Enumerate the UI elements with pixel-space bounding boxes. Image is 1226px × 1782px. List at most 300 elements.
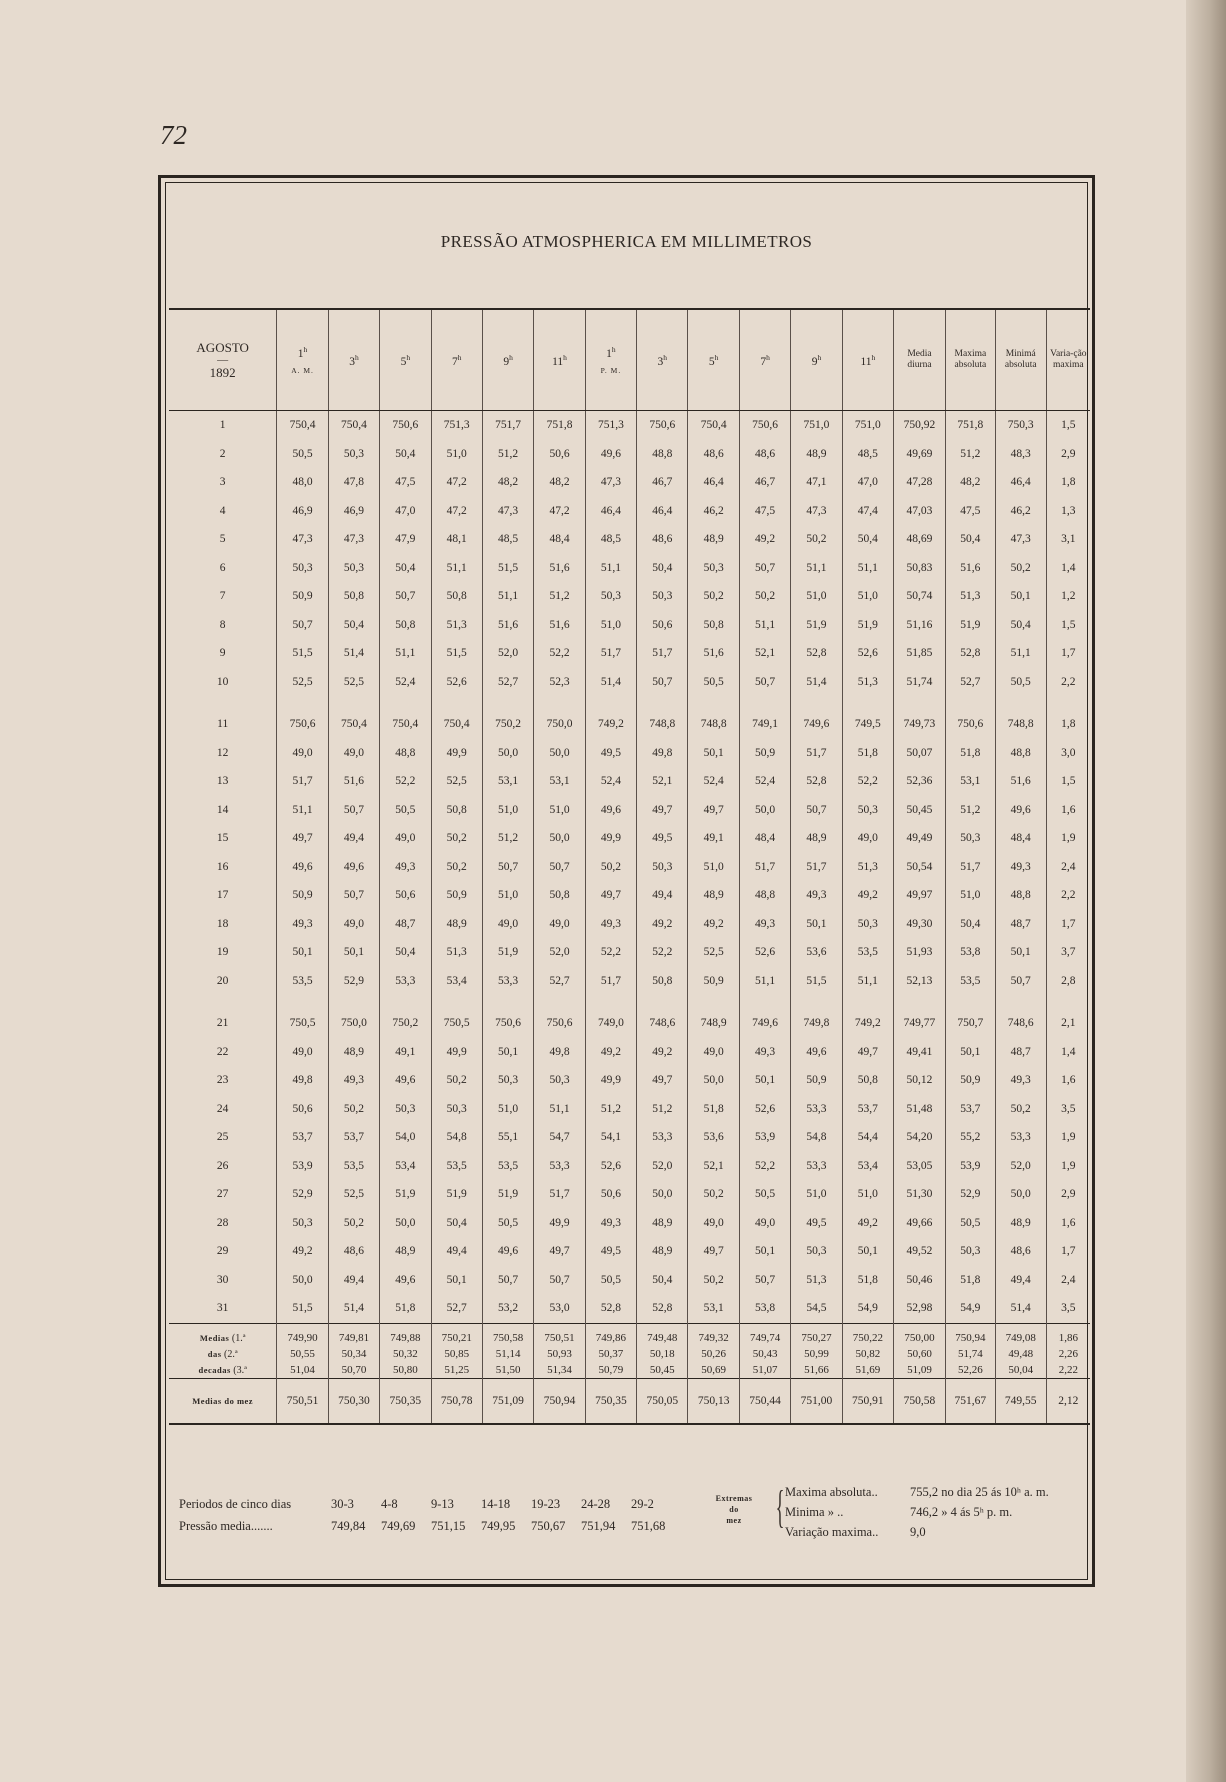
value-cell: 51,66 <box>791 1362 842 1379</box>
value-cell: 51,0 <box>842 1180 893 1209</box>
hour-number: 3 <box>657 355 664 368</box>
value-cell: 50,70 <box>328 1362 379 1379</box>
table-row <box>169 824 1090 853</box>
value-cell: 47,3 <box>585 468 636 497</box>
value-cell: 748,8 <box>688 710 739 739</box>
value-cell: 50,4 <box>380 440 431 469</box>
page-number: 72 <box>160 120 187 150</box>
value-cell: 53,7 <box>328 1123 379 1152</box>
value-cell: 49,0 <box>688 1209 739 1238</box>
value-cell: 751,8 <box>534 411 585 440</box>
value-cell: 48,4 <box>995 824 1046 853</box>
value-cell: 749,8 <box>791 1009 842 1038</box>
value-cell: 50,3 <box>482 1066 533 1095</box>
value-cell: 749,2 <box>585 710 636 739</box>
value-cell: 1,86 <box>1046 1323 1090 1346</box>
value-cell: 50,4 <box>945 525 995 554</box>
day-cell: 23 <box>169 1066 277 1095</box>
value-cell: 50,7 <box>637 668 688 711</box>
value-cell: 52,2 <box>842 767 893 796</box>
value-cell: 51,2 <box>585 1095 636 1124</box>
value-cell: 51,8 <box>945 739 995 768</box>
hour-suffix: h <box>817 352 822 362</box>
value-cell: 51,8 <box>945 1266 995 1295</box>
value-cell: 49,9 <box>431 1038 482 1067</box>
value-cell: 50,9 <box>791 1066 842 1095</box>
value-cell: 50,1 <box>482 1038 533 1067</box>
value-cell: 50,0 <box>482 739 533 768</box>
value-cell: 53,5 <box>842 938 893 967</box>
extreme-min-value: 746,2 » 4 ás 5ʰ p. m. <box>910 1505 1013 1519</box>
value-cell: 52,1 <box>637 767 688 796</box>
value-cell: 49,0 <box>482 910 533 939</box>
value-cell: 51,6 <box>534 611 585 640</box>
month-name: AGOSTO <box>196 339 249 355</box>
value-cell: 50,3 <box>791 1237 842 1266</box>
value-cell: 49,6 <box>380 1266 431 1295</box>
hour-suffix: h <box>406 352 411 362</box>
value-cell: 51,2 <box>945 440 995 469</box>
value-cell: 49,6 <box>995 796 1046 825</box>
value-cell: 2,8 <box>1061 974 1076 987</box>
value-cell: 46,4 <box>637 497 688 526</box>
value-cell: 50,4 <box>842 525 893 554</box>
value-cell: 51,48 <box>894 1095 946 1124</box>
extreme-max-row <box>785 1485 1049 1500</box>
value-cell: 1,9 <box>1061 832 1076 845</box>
value-cell: 54,5 <box>791 1294 842 1323</box>
value-cell: 49,4 <box>431 1237 482 1266</box>
table-row <box>169 967 1090 1010</box>
value-cell: 3,7 <box>1061 946 1076 959</box>
value-cell: 54,1 <box>585 1123 636 1152</box>
value-cell: 50,54 <box>894 853 946 882</box>
value-cell: 47,8 <box>328 468 379 497</box>
period-value: 9-13 <box>431 1497 454 1511</box>
extremes-label-2: do <box>729 1505 739 1514</box>
value-cell: 50,8 <box>431 582 482 611</box>
value-cell: 49,2 <box>842 1209 893 1238</box>
value-cell: 49,3 <box>995 853 1046 882</box>
table-row <box>169 468 1090 497</box>
value-cell: 750,35 <box>585 1378 636 1424</box>
value-cell: 47,0 <box>380 497 431 526</box>
value-cell: 52,5 <box>431 767 482 796</box>
value-cell: 49,7 <box>688 1237 739 1266</box>
value-cell: 47,9 <box>380 525 431 554</box>
value-cell: 50,1 <box>842 1237 893 1266</box>
value-cell: 48,7 <box>995 910 1046 939</box>
day-cell: 3 <box>169 468 277 497</box>
day-cell: 2 <box>169 440 277 469</box>
value-cell: 750,94 <box>534 1378 585 1424</box>
value-cell: 2,9 <box>1061 1188 1076 1201</box>
hour-suffix: h <box>457 352 462 362</box>
value-cell: 1,7 <box>1061 1245 1076 1258</box>
value-cell: 49,6 <box>585 440 636 469</box>
value-cell: 53,9 <box>277 1152 328 1181</box>
value-cell: 750,2 <box>482 710 533 739</box>
value-cell: 50,85 <box>431 1346 482 1362</box>
value-cell: 48,9 <box>637 1237 688 1266</box>
value-cell: 51,7 <box>791 853 842 882</box>
value-cell: 50,1 <box>739 1066 790 1095</box>
value-cell: 49,2 <box>277 1237 328 1266</box>
value-cell: 51,7 <box>277 767 328 796</box>
value-cell: 53,3 <box>995 1123 1046 1152</box>
value-cell: 52,4 <box>739 767 790 796</box>
value-cell: 50,7 <box>739 668 790 711</box>
value-cell: 750,30 <box>328 1378 379 1424</box>
value-cell: 50,34 <box>328 1346 379 1362</box>
value-cell: 51,1 <box>431 554 482 583</box>
extreme-max-value: 755,2 no dia 25 ás 10ʰ a. m. <box>910 1485 1049 1499</box>
value-cell: 48,2 <box>482 468 533 497</box>
value-cell: 48,2 <box>945 468 995 497</box>
table-row <box>169 440 1090 469</box>
value-cell: 50,7 <box>534 1266 585 1295</box>
header-row <box>169 309 1090 411</box>
hour-header <box>380 309 431 411</box>
value-cell: 750,44 <box>739 1378 790 1424</box>
value-cell: 50,2 <box>791 525 842 554</box>
value-cell: 48,8 <box>739 881 790 910</box>
hour-header <box>791 309 842 411</box>
value-cell: 50,5 <box>482 1209 533 1238</box>
value-cell: 50,9 <box>277 582 328 611</box>
value-cell: 49,4 <box>995 1266 1046 1295</box>
year: 1892 <box>209 364 236 380</box>
value-cell: 751,0 <box>842 411 893 440</box>
periods-label: Periodos de cinco dias <box>179 1497 292 1511</box>
value-cell: 50,0 <box>995 1180 1046 1209</box>
pressure-row <box>179 1519 681 1534</box>
value-cell: 2,22 <box>1058 1363 1078 1376</box>
value-cell: 48,9 <box>688 881 739 910</box>
am-pm-mark: P. M. <box>600 365 622 375</box>
decade-ordinal: (2.ª <box>221 1348 238 1360</box>
value-cell: 50,6 <box>534 440 585 469</box>
value-cell: 50,7 <box>739 554 790 583</box>
value-cell: 52,5 <box>328 668 379 711</box>
value-cell: 749,73 <box>894 710 946 739</box>
value-cell: 53,3 <box>791 1095 842 1124</box>
value-cell: 50,5 <box>945 1209 995 1238</box>
value-cell: 51,9 <box>945 611 995 640</box>
value-cell: 51,7 <box>637 639 688 668</box>
value-cell: 750,78 <box>431 1378 482 1424</box>
day-cell: 15 <box>169 824 277 853</box>
value-cell: 53,5 <box>431 1152 482 1181</box>
period-value: 14-18 <box>481 1497 511 1511</box>
hour-number: 7 <box>760 355 767 368</box>
value-cell: 750,5 <box>431 1009 482 1038</box>
day-cell: 28 <box>169 1209 277 1238</box>
value-cell: 53,3 <box>791 1152 842 1181</box>
value-cell: 47,5 <box>380 468 431 497</box>
value-cell: 51,6 <box>328 767 379 796</box>
value-cell: 749,48 <box>637 1323 688 1346</box>
day-cell: 21 <box>169 1009 277 1038</box>
value-cell: 51,1 <box>585 554 636 583</box>
value-cell: 750,27 <box>791 1323 842 1346</box>
value-cell: 49,0 <box>277 1038 328 1067</box>
value-cell: 750,6 <box>482 1009 533 1038</box>
value-cell: 50,1 <box>995 938 1046 967</box>
value-cell: 49,7 <box>637 1066 688 1095</box>
extreme-max-label: Maxima absoluta.. <box>785 1485 878 1499</box>
value-cell: 750,7 <box>945 1009 995 1038</box>
value-cell: 49,5 <box>585 1237 636 1266</box>
value-cell: 3,0 <box>1061 746 1076 759</box>
value-cell: 750,0 <box>328 1009 379 1038</box>
value-cell: 49,9 <box>534 1209 585 1238</box>
day-cell: 31 <box>169 1294 277 1323</box>
value-cell: 47,03 <box>894 497 946 526</box>
value-cell: 50,7 <box>380 582 431 611</box>
value-cell: 49,48 <box>995 1346 1046 1362</box>
value-cell: 51,0 <box>842 582 893 611</box>
value-cell: 50,6 <box>380 881 431 910</box>
value-cell: 52,6 <box>739 1095 790 1124</box>
value-cell: 52,4 <box>688 767 739 796</box>
value-cell: 51,1 <box>482 582 533 611</box>
decade-mean-row <box>169 1323 1090 1346</box>
value-cell: 50,3 <box>534 1066 585 1095</box>
value-cell: 52,6 <box>739 938 790 967</box>
variacao-header: Varia-ção maxima <box>1046 309 1090 411</box>
value-cell: 50,3 <box>688 554 739 583</box>
value-cell: 1,2 <box>1061 590 1076 603</box>
value-cell: 750,0 <box>534 710 585 739</box>
value-cell: 52,26 <box>945 1362 995 1379</box>
day-cell: 8 <box>169 611 277 640</box>
value-cell: 51,14 <box>482 1346 533 1362</box>
value-cell: 750,6 <box>739 411 790 440</box>
value-cell: 51,6 <box>482 611 533 640</box>
value-cell: 48,2 <box>534 468 585 497</box>
value-cell: 48,5 <box>585 525 636 554</box>
hour-header <box>842 309 893 411</box>
value-cell: 749,6 <box>791 710 842 739</box>
value-cell: 50,1 <box>791 910 842 939</box>
value-cell: 48,5 <box>482 525 533 554</box>
value-cell: 50,5 <box>688 668 739 711</box>
value-cell: 50,7 <box>277 611 328 640</box>
hour-number: 9 <box>811 355 818 368</box>
value-cell: 49,0 <box>534 910 585 939</box>
value-cell: 49,0 <box>380 824 431 853</box>
value-cell: 46,2 <box>995 497 1046 526</box>
value-cell: 51,2 <box>945 796 995 825</box>
value-cell: 50,8 <box>328 582 379 611</box>
pressure-label: Pressão media....... <box>179 1519 273 1533</box>
table-row <box>169 1038 1090 1067</box>
value-cell: 52,36 <box>894 767 946 796</box>
value-cell: 52,1 <box>688 1152 739 1181</box>
value-cell: 51,25 <box>431 1362 482 1379</box>
value-cell: 50,83 <box>894 554 946 583</box>
hour-suffix: h <box>663 352 668 362</box>
summary-section <box>169 1483 1090 1563</box>
value-cell: 51,0 <box>482 1095 533 1124</box>
value-cell: 52,2 <box>739 1152 790 1181</box>
day-cell: 22 <box>169 1038 277 1067</box>
day-cell: 19 <box>169 938 277 967</box>
value-cell: 749,0 <box>585 1009 636 1038</box>
table-row <box>169 881 1090 910</box>
value-cell: 51,2 <box>482 824 533 853</box>
pressure-value: 749,84 <box>331 1519 366 1533</box>
value-cell: 49,8 <box>534 1038 585 1067</box>
value-cell: 52,7 <box>482 668 533 711</box>
value-cell: 50,3 <box>637 853 688 882</box>
value-cell: 49,0 <box>739 1209 790 1238</box>
value-cell: 750,6 <box>534 1009 585 1038</box>
value-cell: 49,6 <box>277 853 328 882</box>
value-cell: 49,7 <box>277 824 328 853</box>
value-cell: 49,6 <box>791 1038 842 1067</box>
value-cell: 50,3 <box>277 1209 328 1238</box>
value-cell: 48,8 <box>637 440 688 469</box>
value-cell: 749,86 <box>585 1323 636 1346</box>
value-cell: 51,8 <box>688 1095 739 1124</box>
value-cell: 49,2 <box>739 525 790 554</box>
value-cell: 50,82 <box>842 1346 893 1362</box>
value-cell: 49,5 <box>637 824 688 853</box>
value-cell: 49,2 <box>688 910 739 939</box>
value-cell: 748,6 <box>995 1009 1046 1038</box>
value-cell: 51,9 <box>842 611 893 640</box>
hour-suffix: h <box>611 345 616 355</box>
value-cell: 51,4 <box>328 1294 379 1323</box>
value-cell: 51,0 <box>482 881 533 910</box>
table-row <box>169 1180 1090 1209</box>
value-cell: 48,9 <box>431 910 482 939</box>
value-cell: 750,58 <box>482 1323 533 1346</box>
value-cell: 49,3 <box>791 881 842 910</box>
day-cell: 20 <box>169 967 277 1010</box>
table-row <box>169 525 1090 554</box>
value-cell: 51,9 <box>791 611 842 640</box>
value-cell: 52,8 <box>945 639 995 668</box>
value-cell: 51,9 <box>380 1180 431 1209</box>
value-cell: 53,6 <box>688 1123 739 1152</box>
value-cell: 50,2 <box>995 554 1046 583</box>
value-cell: 749,6 <box>739 1009 790 1038</box>
table-row <box>169 796 1090 825</box>
month-label: Medias do mez <box>192 1395 254 1406</box>
value-cell: 49,4 <box>637 881 688 910</box>
value-cell: 50,2 <box>431 853 482 882</box>
value-cell: 52,9 <box>277 1180 328 1209</box>
month-mean-row <box>169 1378 1090 1424</box>
value-cell: 50,4 <box>431 1209 482 1238</box>
value-cell: 49,1 <box>688 824 739 853</box>
extreme-min-row <box>785 1505 1012 1520</box>
value-cell: 51,3 <box>431 611 482 640</box>
table-row <box>169 1066 1090 1095</box>
value-cell: 50,2 <box>431 824 482 853</box>
value-cell: 52,7 <box>945 668 995 711</box>
hour-suffix: h <box>509 352 513 362</box>
value-cell: 749,55 <box>995 1378 1046 1424</box>
value-cell: 49,5 <box>791 1209 842 1238</box>
value-cell: 751,3 <box>431 411 482 440</box>
value-cell: 51,2 <box>534 582 585 611</box>
value-cell: 750,2 <box>380 1009 431 1038</box>
value-cell: 50,0 <box>637 1180 688 1209</box>
value-cell: 751,67 <box>945 1378 995 1424</box>
value-cell: 51,9 <box>482 1180 533 1209</box>
value-cell: 748,6 <box>637 1009 688 1038</box>
value-cell: 53,9 <box>739 1123 790 1152</box>
value-cell: 49,6 <box>380 1066 431 1095</box>
pressure-value: 751,94 <box>581 1519 616 1533</box>
value-cell: 50,3 <box>637 582 688 611</box>
am-pm-mark: A. M. <box>291 365 314 375</box>
value-cell: 49,7 <box>534 1237 585 1266</box>
value-cell: 51,0 <box>482 796 533 825</box>
value-cell: 50,9 <box>739 739 790 768</box>
value-cell: 49,0 <box>842 824 893 853</box>
hour-number: 11 <box>860 355 872 368</box>
value-cell: 50,0 <box>739 796 790 825</box>
value-cell: 51,8 <box>842 739 893 768</box>
day-cell: 17 <box>169 881 277 910</box>
value-cell: 50,2 <box>328 1209 379 1238</box>
value-cell: 50,1 <box>328 938 379 967</box>
value-cell: 50,18 <box>637 1346 688 1362</box>
day-cell: 14 <box>169 796 277 825</box>
value-cell: 52,13 <box>894 967 946 1010</box>
value-cell: 51,0 <box>791 582 842 611</box>
value-cell: 49,4 <box>328 824 379 853</box>
value-cell: 751,3 <box>585 411 636 440</box>
value-cell: 751,0 <box>791 411 842 440</box>
value-cell: 1,9 <box>1061 1159 1076 1172</box>
value-cell: 50,26 <box>688 1346 739 1362</box>
value-cell: 50,4 <box>380 554 431 583</box>
value-cell: 49,8 <box>277 1066 328 1095</box>
value-cell: 51,04 <box>277 1362 328 1379</box>
value-cell: 48,6 <box>328 1237 379 1266</box>
value-cell: 50,69 <box>688 1362 739 1379</box>
value-cell: 53,9 <box>945 1152 995 1181</box>
value-cell: 750,6 <box>637 411 688 440</box>
table-row <box>169 1237 1090 1266</box>
value-cell: 751,09 <box>482 1378 533 1424</box>
pressure-value: 749,95 <box>481 1519 516 1533</box>
value-cell: 54,9 <box>945 1294 995 1323</box>
table-row <box>169 1209 1090 1238</box>
value-cell: 2,2 <box>1061 889 1076 902</box>
value-cell: 51,34 <box>534 1362 585 1379</box>
value-cell: 749,88 <box>380 1323 431 1346</box>
value-cell: 48,5 <box>842 440 893 469</box>
value-cell: 51,3 <box>842 668 893 711</box>
value-cell: 750,94 <box>945 1323 995 1346</box>
value-cell: 51,4 <box>995 1294 1046 1323</box>
value-cell: 52,8 <box>791 639 842 668</box>
value-cell: 50,4 <box>945 910 995 939</box>
value-cell: 51,0 <box>945 881 995 910</box>
value-cell: 50,8 <box>534 881 585 910</box>
table-row <box>169 1294 1090 1323</box>
value-cell: 47,5 <box>739 497 790 526</box>
value-cell: 51,74 <box>945 1346 995 1362</box>
hour-suffix: h <box>563 352 567 362</box>
